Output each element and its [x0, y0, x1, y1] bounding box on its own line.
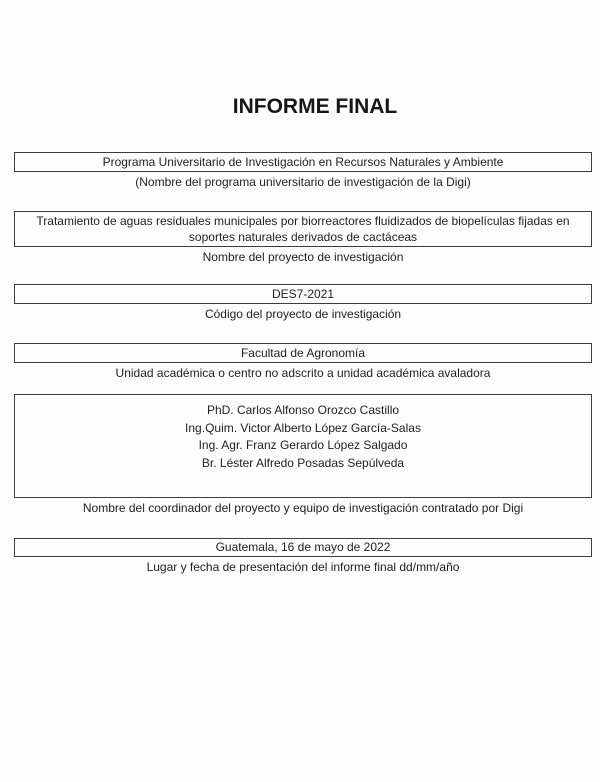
- field-academic-unit: [14, 343, 592, 381]
- field-academic-unit-caption: Unidad académica o centro no adscrito a unidad académica avaladora: [115, 366, 491, 380]
- field-program-caption: (Nombre del programa universitario de investigación de la Digi): [135, 175, 471, 189]
- field-team-caption: Nombre del coordinador del proyecto y equipo de investigación contratado por Digi: [82, 501, 524, 515]
- team-member: Br. Léster Alfredo Posadas Sepúlveda: [201, 455, 405, 470]
- field-project-name-value: Tratamiento de aguas residuales municipales por biorreactores fluidizados de biopelículas fijadas en soportes naturales derivados de cactáceas: [36, 214, 570, 244]
- field-project-name: [14, 211, 592, 265]
- field-team-box: [14, 394, 592, 498]
- field-academic-unit-box: [14, 343, 592, 363]
- field-program-box: [14, 152, 592, 172]
- field-project-code: [14, 284, 592, 322]
- field-date-caption: Lugar y fecha de presentación del informe final dd/mm/año: [146, 560, 460, 574]
- field-project-name-caption: Nombre del proyecto de investigación: [202, 250, 404, 264]
- field-program-value: Programa Universitario de Investigación en Recursos Naturales y Ambiente: [102, 155, 504, 169]
- field-date-box: [14, 538, 592, 557]
- field-project-code-caption: Código del proyecto de investigación: [204, 307, 402, 321]
- team-member: Ing.Quim. Victor Alberto López García-Salas: [185, 420, 421, 435]
- field-team: [14, 394, 592, 516]
- field-academic-unit-value: Facultad de Agronomía: [240, 346, 366, 360]
- field-date: [14, 538, 592, 575]
- report-title: INFORME FINAL: [232, 95, 398, 118]
- team-member: PhD. Carlos Alfonso Orozco Castillo: [206, 403, 400, 417]
- field-project-name-box: [14, 211, 592, 247]
- field-project-code-value: DES7-2021: [271, 287, 335, 301]
- field-date-value: Guatemala, 16 de mayo de 2022: [215, 540, 391, 554]
- field-project-code-box: [14, 284, 592, 304]
- field-program: [14, 152, 592, 190]
- team-member: Ing. Agr. Franz Gerardo López Salgado: [198, 438, 408, 452]
